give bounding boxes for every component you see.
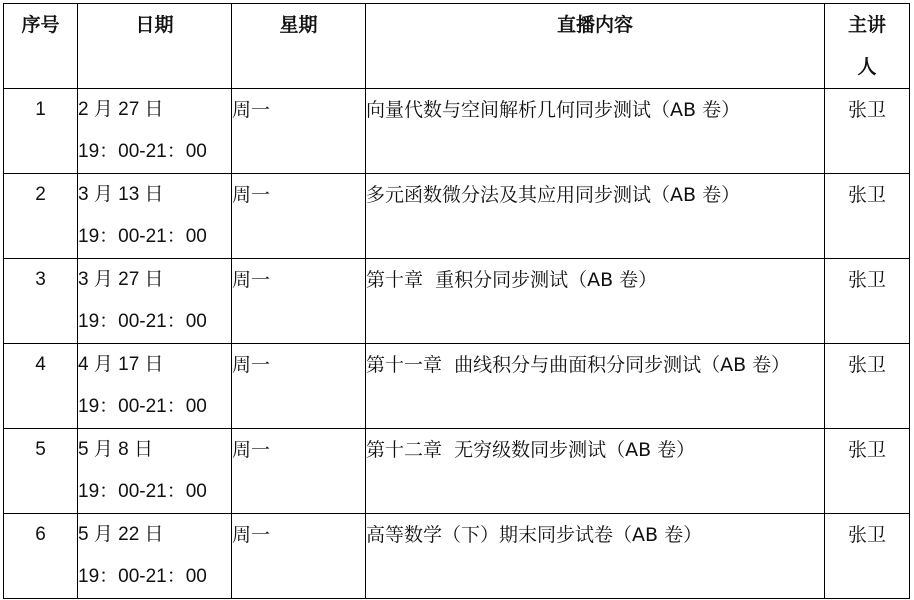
live-schedule-table — [3, 3, 910, 599]
cell-date — [78, 174, 232, 259]
cell-no: 2 — [4, 174, 78, 259]
cell-weekday: 周一 — [232, 344, 366, 429]
time-text: 19：00-21：00 — [78, 311, 207, 332]
header-weekday: 星期 — [232, 4, 366, 89]
cell-no: 3 — [4, 259, 78, 344]
time-text: 19：00-21：00 — [78, 396, 207, 417]
cell-content: 第十章 重积分同步测试（AB 卷） — [366, 259, 825, 344]
cell-lecturer: 张卫 — [825, 89, 910, 174]
date-text: 4 月 17 日 — [78, 354, 164, 375]
cell-date — [78, 429, 232, 514]
table-row — [4, 429, 910, 514]
time-text: 19：00-21：00 — [78, 481, 207, 502]
cell-lecturer: 张卫 — [825, 259, 910, 344]
cell-lecturer: 张卫 — [825, 429, 910, 514]
time-text: 19：00-21：00 — [78, 141, 207, 162]
table-row — [4, 174, 910, 259]
table-row — [4, 259, 910, 344]
cell-date — [78, 344, 232, 429]
date-text: 5 月 8 日 — [78, 439, 153, 460]
cell-date — [78, 259, 232, 344]
cell-lecturer: 张卫 — [825, 174, 910, 259]
cell-lecturer: 张卫 — [825, 514, 910, 599]
cell-content: 高等数学（下）期末同步试卷（AB 卷） — [366, 514, 825, 599]
cell-lecturer: 张卫 — [825, 344, 910, 429]
cell-content: 多元函数微分法及其应用同步测试（AB 卷） — [366, 174, 825, 259]
table-row — [4, 89, 910, 174]
time-text: 19：00-21：00 — [78, 566, 207, 587]
date-text: 3 月 13 日 — [78, 184, 164, 205]
header-row — [4, 4, 910, 89]
cell-weekday: 周一 — [232, 429, 366, 514]
date-text: 2 月 27 日 — [78, 99, 164, 120]
cell-content: 向量代数与空间解析几何同步测试（AB 卷） — [366, 89, 825, 174]
cell-no: 4 — [4, 344, 78, 429]
header-date: 日期 — [78, 4, 232, 89]
cell-date — [78, 514, 232, 599]
cell-date — [78, 89, 232, 174]
header-lecturer: 主讲人 — [825, 4, 910, 89]
cell-content: 第十二章 无穷级数同步测试（AB 卷） — [366, 429, 825, 514]
cell-weekday: 周一 — [232, 514, 366, 599]
cell-weekday: 周一 — [232, 89, 366, 174]
cell-no: 1 — [4, 89, 78, 174]
header-content: 直播内容 — [366, 4, 825, 89]
time-text: 19：00-21：00 — [78, 226, 207, 247]
cell-content: 第十一章 曲线积分与曲面积分同步测试（AB 卷） — [366, 344, 825, 429]
cell-weekday: 周一 — [232, 174, 366, 259]
header-no: 序号 — [4, 4, 78, 89]
cell-weekday: 周一 — [232, 259, 366, 344]
cell-no: 6 — [4, 514, 78, 599]
table-row — [4, 344, 910, 429]
date-text: 3 月 27 日 — [78, 269, 164, 290]
cell-no: 5 — [4, 429, 78, 514]
date-text: 5 月 22 日 — [78, 524, 164, 545]
table-row — [4, 514, 910, 599]
